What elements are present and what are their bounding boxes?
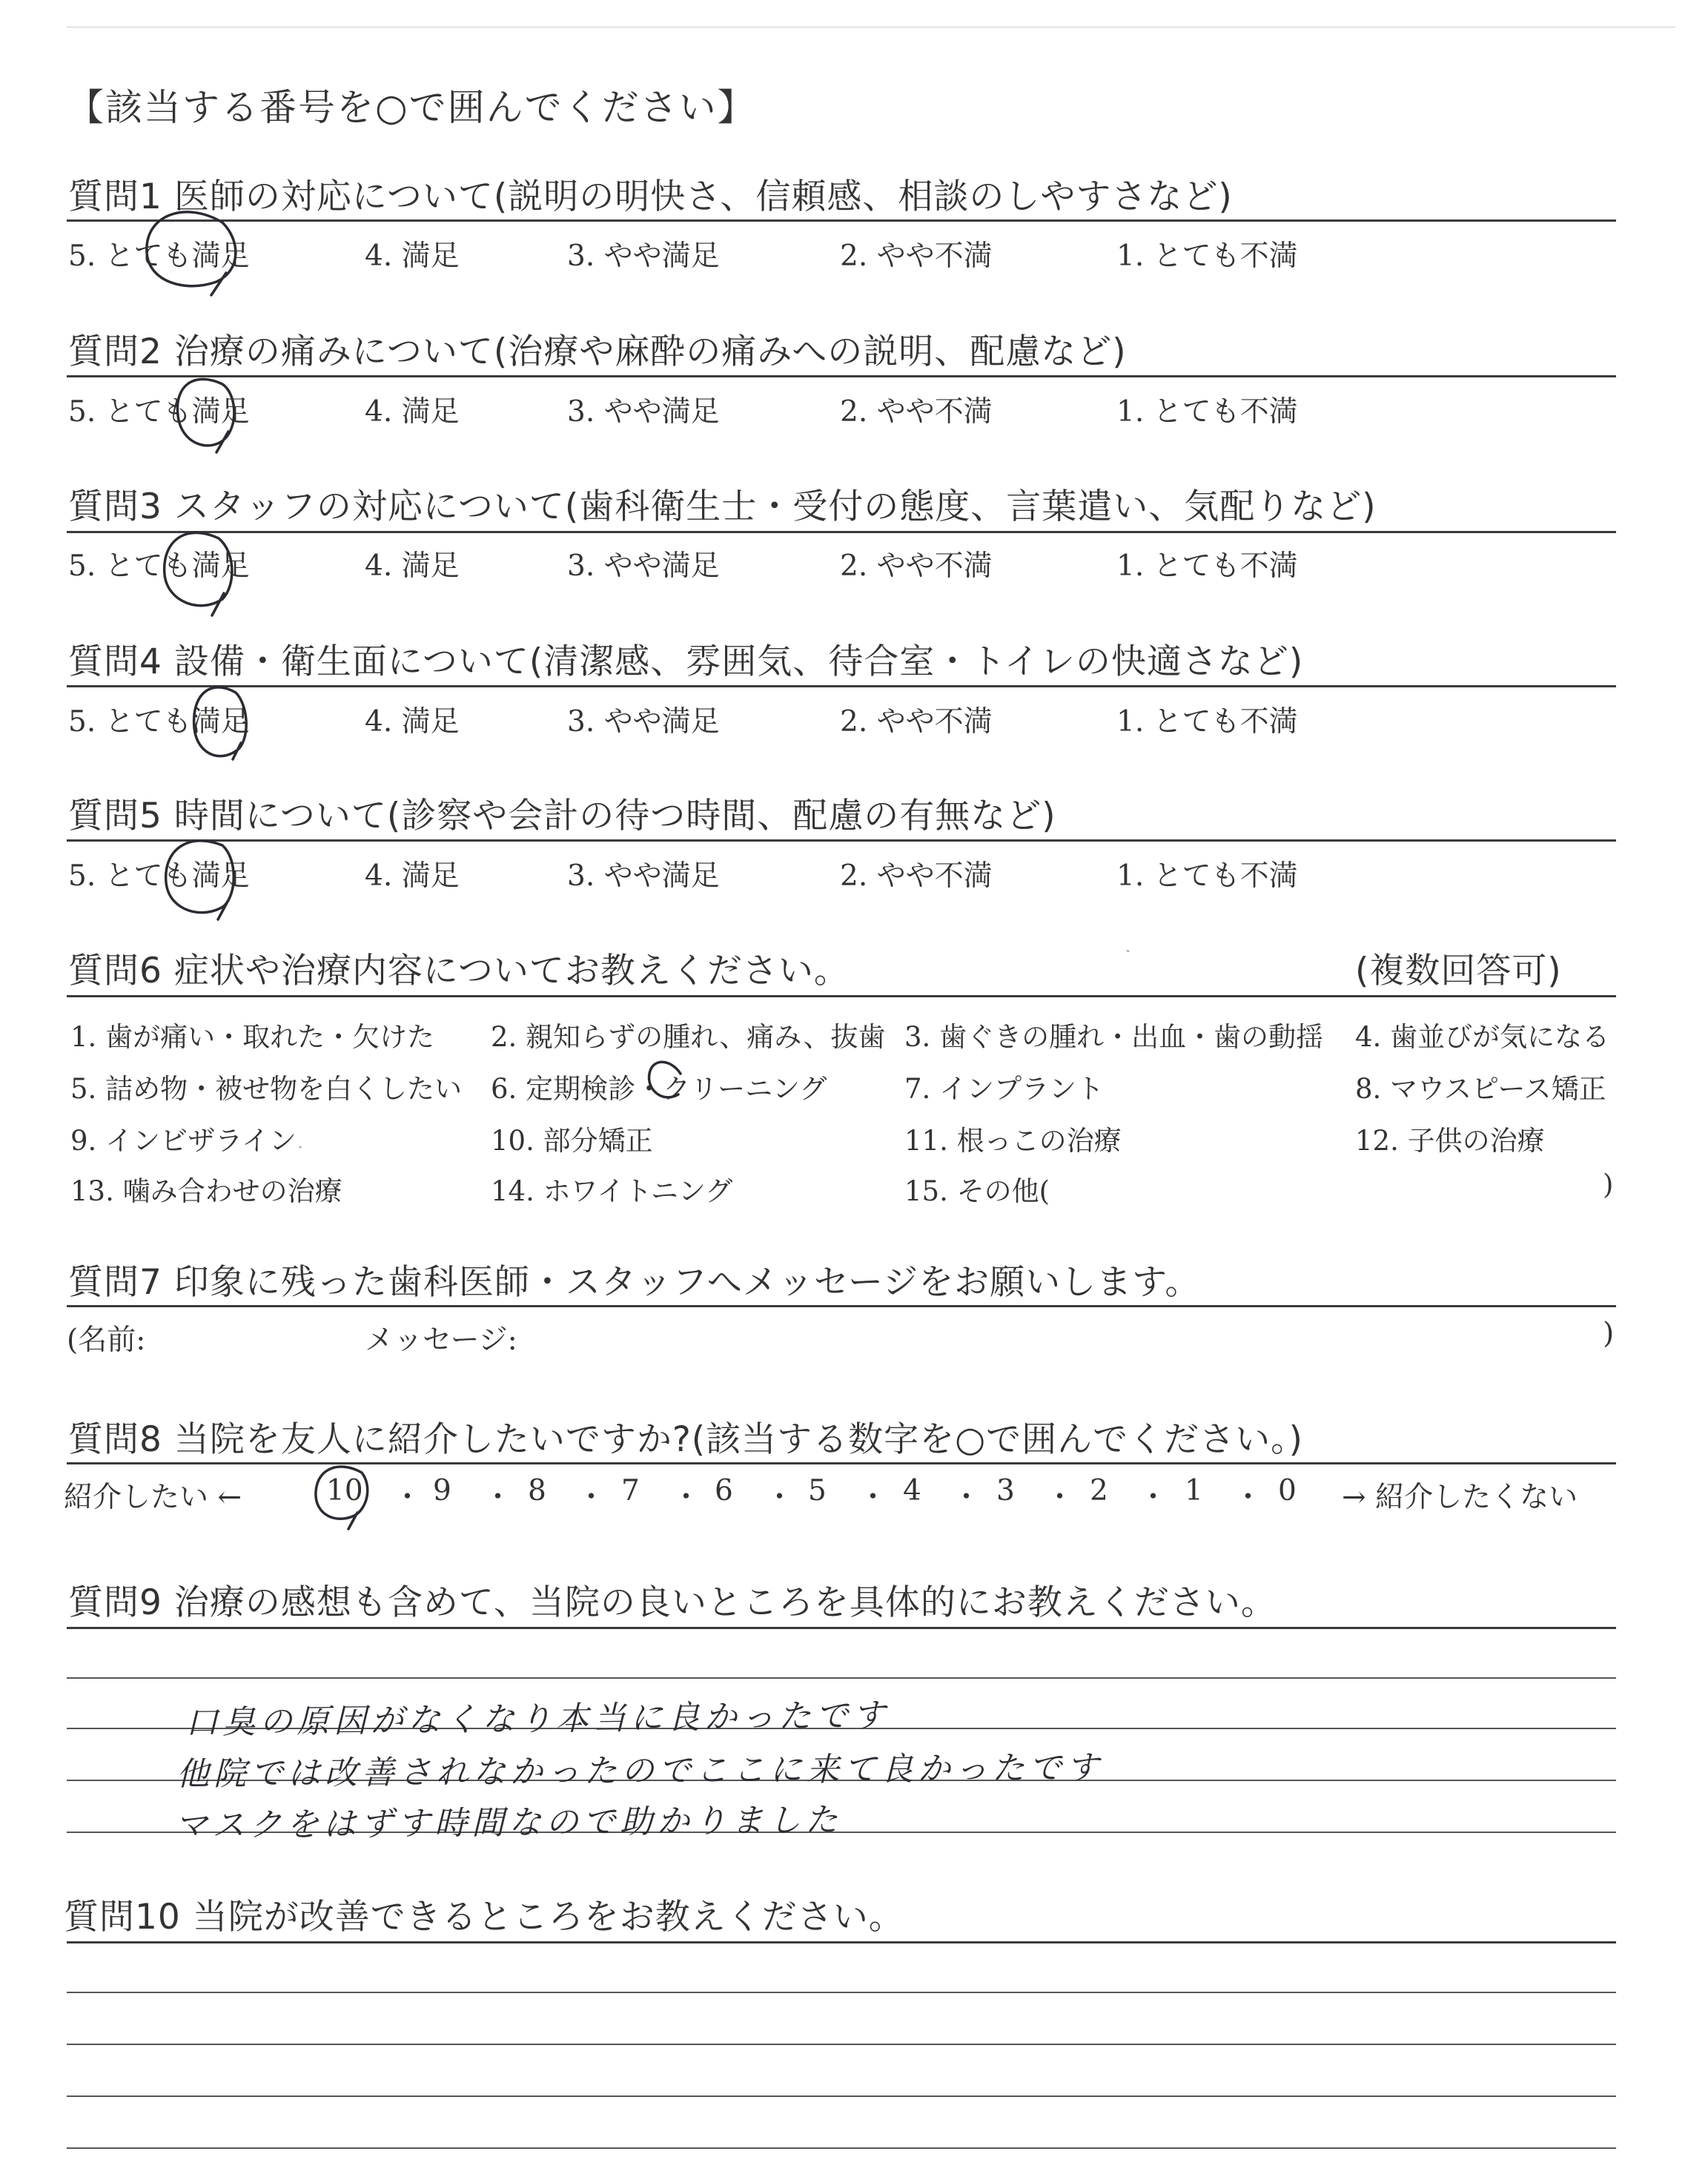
q8-dot: ・ bbox=[393, 1481, 423, 1514]
q6-option-13[interactable]: 13. 噛み合わせの治療 bbox=[70, 1175, 342, 1207]
q5-option-5[interactable]: 5. とても満足 bbox=[68, 859, 250, 893]
q9-answer-2[interactable]: 他院では改善されなかったのでここに来て良かったです bbox=[176, 1748, 1104, 1794]
q8-dot: ・ bbox=[858, 1481, 888, 1514]
q4-option-3[interactable]: 3. やや満足 bbox=[567, 705, 720, 739]
q8-right-label: → 紹介したくない bbox=[1342, 1481, 1578, 1514]
q8-scale-9[interactable]: 9 bbox=[433, 1474, 451, 1507]
q3-option-5[interactable]: 5. とても満足 bbox=[68, 549, 250, 583]
q5-option-4[interactable]: 4. 満足 bbox=[365, 859, 460, 893]
q8-scale-5[interactable]: 5 bbox=[808, 1474, 827, 1507]
q4-title: 質問4 設備・衛生面について(清潔感、雰囲気、待合室・トイレの快適さなど) bbox=[68, 641, 1304, 682]
q8-dot: ・ bbox=[1234, 1481, 1263, 1514]
q1-option-2[interactable]: 2. やや不満 bbox=[840, 240, 993, 273]
q7-title: 質問7 印象に残った歯科医師・スタッフへメッセージをお願いします。 bbox=[68, 1262, 1201, 1303]
q8-scale-3[interactable]: 3 bbox=[996, 1474, 1015, 1507]
q6-option-2[interactable]: 2. 親知らずの腫れ、痛み、抜歯 bbox=[491, 1021, 886, 1053]
q4-option-4[interactable]: 4. 満足 bbox=[365, 705, 460, 739]
q3-option-3[interactable]: 3. やや満足 bbox=[567, 549, 720, 583]
q1-option-4[interactable]: 4. 満足 bbox=[365, 240, 460, 273]
q8-scale-2[interactable]: 2 bbox=[1090, 1474, 1108, 1507]
q8-dot: ・ bbox=[1045, 1481, 1075, 1514]
q4-option-1[interactable]: 1. とても不満 bbox=[1116, 705, 1298, 739]
q1-option-5[interactable]: 5. とても満足 bbox=[68, 240, 250, 273]
q2-option-4[interactable]: 4. 満足 bbox=[365, 395, 460, 429]
q8-dot: ・ bbox=[672, 1481, 701, 1514]
q6-title: 質問6 症状や治療内容についてお教えください。 bbox=[68, 951, 850, 991]
q10-title: 質問10 当院が改善できるところをお教えください。 bbox=[64, 1897, 904, 1938]
q8-dot: ・ bbox=[483, 1481, 513, 1514]
q6-option-15[interactable]: 15. その他( bbox=[904, 1175, 1050, 1207]
q6-option-7[interactable]: 7. インプラント bbox=[904, 1073, 1105, 1105]
q10-line-1 bbox=[67, 1941, 1616, 1943]
q8-scale-10[interactable]: 10 bbox=[326, 1474, 363, 1507]
q1-option-1[interactable]: 1. とても不満 bbox=[1116, 240, 1298, 273]
q3-option-1[interactable]: 1. とても不満 bbox=[1116, 549, 1298, 583]
q8-scale-4[interactable]: 4 bbox=[903, 1474, 921, 1507]
q6-note: (複数回答可) bbox=[1355, 951, 1562, 991]
q6-option-14[interactable]: 14. ホワイトニング bbox=[491, 1175, 733, 1207]
q6-option-1[interactable]: 1. 歯が痛い・取れた・欠けた bbox=[70, 1021, 435, 1053]
q7-rule bbox=[67, 1305, 1616, 1307]
q5-option-1[interactable]: 1. とても不満 bbox=[1116, 859, 1298, 893]
q9-line-2 bbox=[67, 1677, 1616, 1679]
q2-option-2[interactable]: 2. やや不満 bbox=[840, 395, 993, 429]
q8-rule bbox=[67, 1462, 1616, 1464]
q8-left-label: 紹介したい ← bbox=[64, 1481, 242, 1514]
q4-option-5[interactable]: 5. とても満足 bbox=[68, 705, 250, 739]
q5-option-2[interactable]: 2. やや不満 bbox=[840, 859, 993, 893]
q6-option-15-close: ) bbox=[1603, 1169, 1614, 1200]
q6-option-6[interactable]: 6. 定期検診・クリーニング bbox=[491, 1073, 827, 1105]
q10-line-2 bbox=[67, 1992, 1616, 1993]
q8-dot: ・ bbox=[577, 1481, 606, 1514]
q3-rule bbox=[67, 531, 1616, 533]
q4-rule bbox=[67, 685, 1616, 687]
q8-dot: ・ bbox=[765, 1481, 795, 1514]
q6-rule bbox=[67, 995, 1616, 997]
q7-close: ) bbox=[1603, 1317, 1615, 1350]
q6-option-3[interactable]: 3. 歯ぐきの腫れ・出血・歯の動揺 bbox=[904, 1021, 1324, 1053]
q5-title: 質問5 時間について(診察や会計の待つ時間、配慮の有無など) bbox=[68, 796, 1056, 836]
q2-option-3[interactable]: 3. やや満足 bbox=[567, 395, 720, 429]
q6-option-10[interactable]: 10. 部分矯正 bbox=[491, 1125, 653, 1157]
q2-rule bbox=[67, 375, 1616, 377]
q10-line-4 bbox=[67, 2095, 1616, 2097]
q2-option-1[interactable]: 1. とても不満 bbox=[1116, 395, 1298, 429]
q8-title: 質問8 当院を友人に紹介したいですか?(該当する数字を○で囲んでください。) bbox=[68, 1419, 1303, 1460]
q8-dot: ・ bbox=[1139, 1481, 1168, 1514]
q3-option-2[interactable]: 2. やや不満 bbox=[840, 549, 993, 583]
q7-name-label: (名前: bbox=[67, 1324, 146, 1357]
q5-rule bbox=[67, 839, 1616, 842]
q6-option-4[interactable]: 4. 歯並びが気になる bbox=[1355, 1021, 1610, 1053]
q3-option-4[interactable]: 4. 満足 bbox=[365, 549, 460, 583]
q5-option-3[interactable]: 3. やや満足 bbox=[567, 859, 720, 893]
q6-option-9[interactable]: 9. インビザライン bbox=[70, 1125, 297, 1157]
q6-stray-mark-2 bbox=[299, 1146, 301, 1148]
q3-title: 質問3 スタッフの対応について(歯科衛生士・受付の態度、言葉遣い、気配りなど) bbox=[68, 486, 1377, 527]
q8-scale-0[interactable]: 0 bbox=[1278, 1474, 1297, 1507]
q9-title: 質問9 治療の感想も含めて、当院の良いところを具体的にお教えください。 bbox=[68, 1582, 1277, 1623]
q9-answer-1[interactable]: 口臭の原因がなくなり本当に良かったです bbox=[185, 1697, 890, 1742]
q9-line-1 bbox=[67, 1627, 1616, 1629]
q8-scale-7[interactable]: 7 bbox=[621, 1474, 640, 1507]
q6-option-11[interactable]: 11. 根っこの治療 bbox=[904, 1125, 1122, 1157]
q1-rule bbox=[67, 219, 1616, 222]
q10-line-3 bbox=[67, 2044, 1616, 2045]
q8-scale-6[interactable]: 6 bbox=[715, 1474, 733, 1507]
page-heading: 【該当する番号を○で囲んでください】 bbox=[67, 86, 756, 129]
q1-title: 質問1 医師の対応について(説明の明快さ、信頼感、相談のしやすさなど) bbox=[68, 176, 1233, 217]
q6-option-5[interactable]: 5. 詰め物・被せ物を白くしたい bbox=[70, 1073, 463, 1105]
q1-option-3[interactable]: 3. やや満足 bbox=[567, 240, 720, 273]
q8-dot: ・ bbox=[952, 1481, 982, 1514]
q9-answer-3[interactable]: マスクをはずす時間なので助かりました bbox=[174, 1801, 843, 1845]
q8-scale-1[interactable]: 1 bbox=[1185, 1474, 1203, 1507]
q6-option-8[interactable]: 8. マウスピース矯正 bbox=[1355, 1073, 1606, 1105]
q7-message-label: メッセージ: bbox=[365, 1324, 517, 1357]
q2-option-5[interactable]: 5. とても満足 bbox=[68, 395, 250, 429]
q4-option-2[interactable]: 2. やや不満 bbox=[840, 705, 993, 739]
q6-option-12[interactable]: 12. 子供の治療 bbox=[1355, 1125, 1545, 1157]
q2-title: 質問2 治療の痛みについて(治療や麻酔の痛みへの説明、配慮など) bbox=[68, 331, 1127, 372]
q10-line-5 bbox=[67, 2147, 1616, 2149]
q8-scale-8[interactable]: 8 bbox=[528, 1474, 546, 1507]
